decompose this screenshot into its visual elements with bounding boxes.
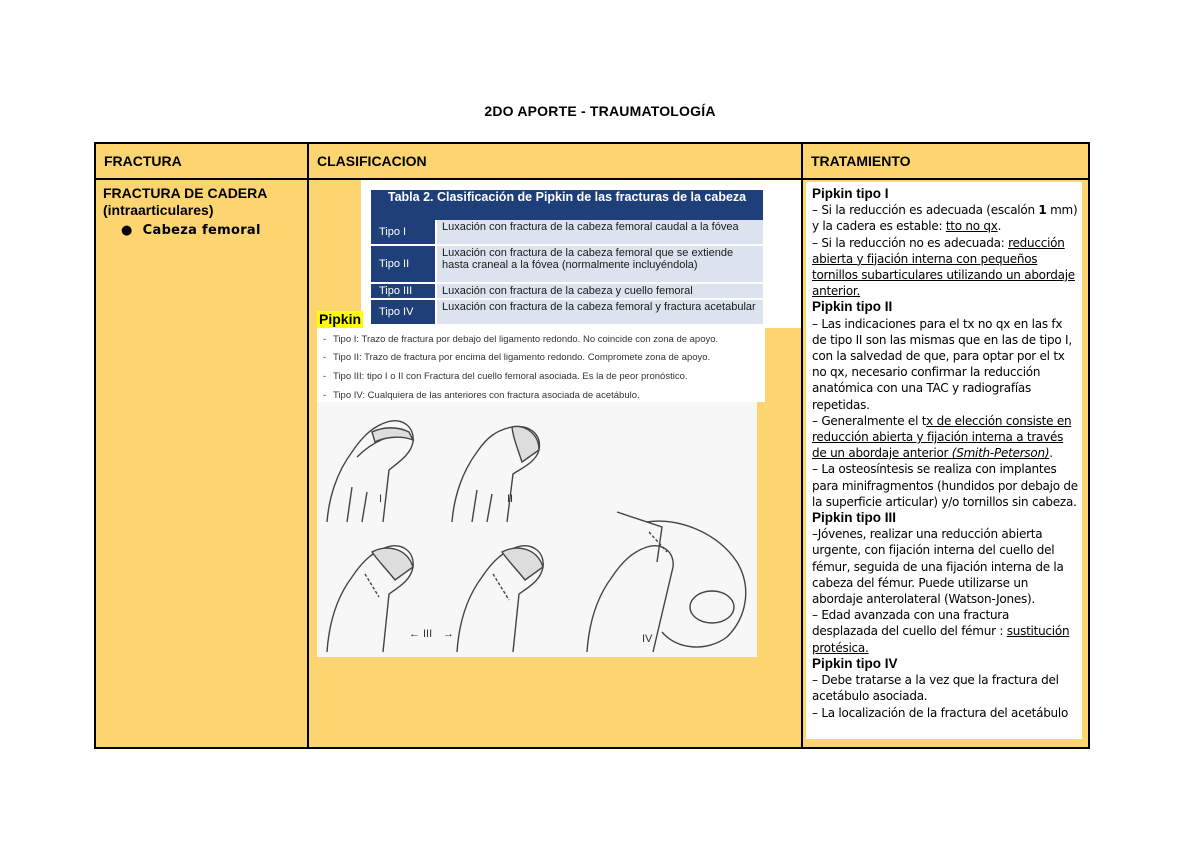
pipkin-classification-table-image [361, 180, 801, 328]
treatment-paragraph: – Las indicaciones para el tx no qx en las fx de tipo II son las mismas que en las de tipo I, con la salvedad de que, para optar por el tx no qx, necesario confirmar la reducción anatómica con una TAC y radiografías repetidas. [812, 316, 1072, 412]
figure-label-iii: ← [409, 628, 420, 640]
list-item: - Tipo III: tipo I o II con Fractura del cuello femoral asociada. Es la de peor pronóstico. [323, 371, 688, 382]
pipkin-tipo-label: Tipo III [371, 284, 435, 298]
list-item [103, 222, 300, 239]
figure-label-ii: II [507, 493, 514, 505]
pipkin-tipo-iv-heading: Pipkin tipo IV [812, 655, 898, 671]
list-item: - Tipo I: Trazo de fractura por debajo del ligamento redondo. No coincide con zona de apoyo. [323, 334, 719, 345]
treatment-paragraph: –Jóvenes, realizar una reducción abierta urgente, con fijación interna del cuello del fémur, seguida de una fijación interna de la cabeza del fémur. Puede utilizarse un abordaje anterolateral (Watson-Jones). [812, 527, 1064, 607]
pipkin-table-row [371, 220, 763, 244]
header-tratamiento: TRATAMIENTO [802, 143, 1089, 179]
pipkin-tipo-desc: Luxación con fractura de la cabeza femoral que se extiende hasta craneal a la fóvea (normalmente incluyéndola) [437, 246, 763, 282]
pipkin-tipo-iii-heading: Pipkin tipo III [812, 510, 896, 526]
bullet-text: Cabeza femoral [142, 223, 261, 238]
pipkin-tipo-desc: Luxación con fractura de la cabeza y cuello femoral [437, 284, 763, 298]
fractura-title: FRACTURA DE CADERA [103, 185, 268, 201]
femur-drawings [317, 402, 757, 657]
treatment-paragraph: – Generalmente el tx de elección consiste en reducción abierta y fijación interna a través de un abordaje anterior (Smith-Peterson). [812, 413, 1072, 461]
note-text: Tipo IV: Cualquiera de las anteriores con fractura asociada de acetábulo. [333, 390, 640, 401]
fractura-subtitle: (intraarticulares) [103, 202, 214, 218]
clasificacion-cell [308, 179, 802, 748]
fracture-table [94, 142, 1090, 749]
pipkin-tipo-desc: Luxación con fractura de la cabeza femoral y fractura acetabular [437, 300, 763, 324]
treatment-paragraph: – La localización de la fractura del acetábulo [812, 705, 1069, 720]
pipkin-tipo-label: Tipo IV [371, 300, 435, 324]
pipkin-tipo-label: Tipo II [371, 246, 435, 282]
header-clasificacion: CLASIFICACION [308, 143, 802, 179]
pipkin-tipo-label: Tipo I [371, 220, 435, 244]
pipkin-table-row [371, 246, 763, 282]
note-text: Tipo III: tipo I o II con Fractura del cuello femoral asociada. Es la de peor pronóstico. [333, 371, 688, 382]
note-text: Tipo II: Trazo de fractura por encima del ligamento redondo. Compromete zona de apoyo. [333, 352, 711, 363]
header-fractura: FRACTURA [95, 143, 308, 179]
pipkin-tipo-i-heading: Pipkin tipo I [812, 186, 889, 201]
pipkin-table-title: Tabla 2. Clasificación de Pipkin de las fracturas de la cabeza [371, 190, 763, 220]
treatment-paragraph: – Edad avanzada con una fractura desplazada del cuello del fémur : sustitución protésica. [812, 608, 1070, 655]
pipkin-table-row [371, 284, 763, 298]
femur-fracture-illustration [317, 402, 757, 657]
table-row [95, 179, 1089, 748]
fractura-cell [95, 179, 308, 748]
pipkin-table-row [371, 300, 763, 324]
note-text: Tipo I: Trazo de fractura por debajo del ligamento redondo. No coincide con zona de apoyo. [333, 334, 719, 345]
table-header-row [95, 143, 1089, 179]
list-item: - Tipo II: Trazo de fractura por encima del ligamento redondo. Compromete zona de apoyo. [323, 352, 711, 363]
pipkin-tipo-desc: Luxación con fractura de la cabeza femoral caudal a la fóvea [437, 220, 763, 244]
figure-label-i: I [379, 493, 383, 505]
figure-label-iii-arrow: → [443, 628, 454, 640]
figure-label-iii-text: III [423, 628, 433, 640]
tratamiento-cell [802, 179, 1089, 748]
treatment-paragraph: – La osteosíntesis se realiza con implantes para minifragmentos (hundidos por debajo de la superficie articular) y/o tornillos sin cabeza. [812, 462, 1078, 509]
tratamiento-text-box [806, 182, 1082, 739]
document-title: 2DO APORTE - TRAUMATOLOGÍA [484, 103, 716, 119]
pipkin-tipo-ii-heading: Pipkin tipo II [812, 299, 893, 315]
pipkin-highlight-label: Pipkin [319, 311, 362, 327]
figure-label-iv: IV [642, 633, 653, 645]
treatment-paragraph: – Debe tratarse a la vez que la fractura del acetábulo asociada. [812, 673, 1059, 704]
treatment-paragraph: – Si la reducción es adecuada (escalón 1 mm) y la cadera es estable: tto no qx. [812, 203, 1078, 234]
list-item: - Tipo IV: Cualquiera de las anteriores con fractura asociada de acetábulo. [323, 390, 640, 401]
pipkin-notes-image [317, 328, 765, 402]
bullet-icon: ● [121, 223, 133, 238]
treatment-paragraph: – Si la reducción no es adecuada: reducción abierta y fijación interna con pequeños tornillos subarticulares utilizando un abordaje anterior. [812, 235, 1075, 299]
